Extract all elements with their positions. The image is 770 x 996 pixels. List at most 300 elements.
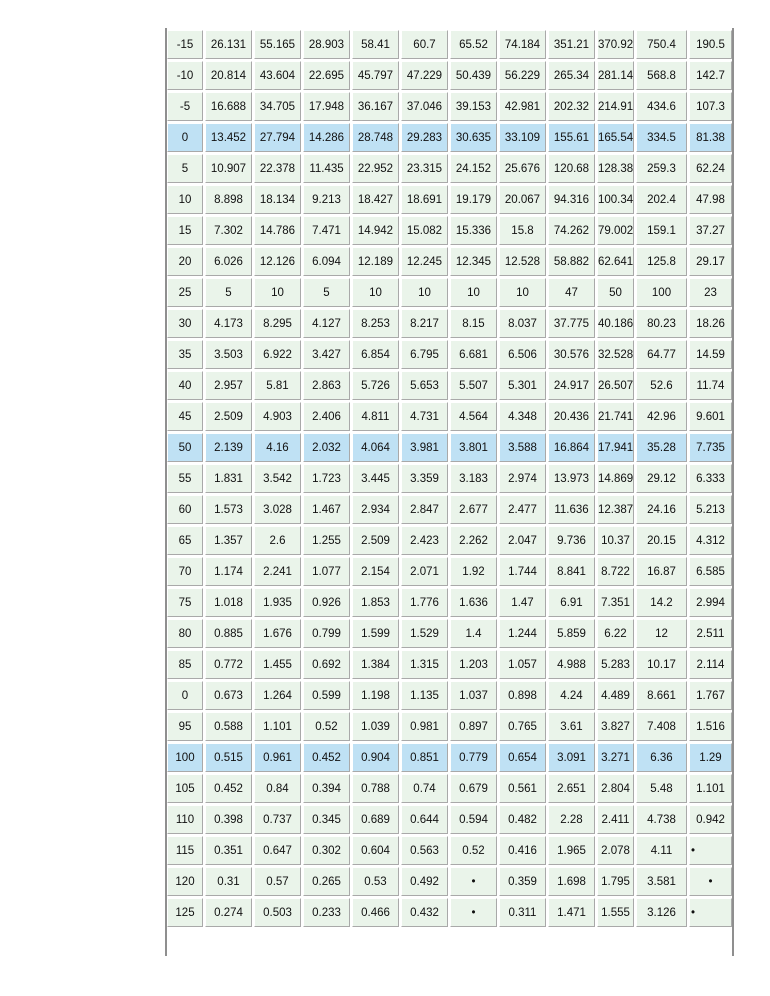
- temperature-cell: 50: [167, 433, 203, 462]
- temperature-cell: 10: [167, 185, 203, 214]
- value-cell: 1.471: [548, 898, 595, 927]
- value-cell: 0.52: [303, 712, 350, 741]
- value-cell: 568.8: [636, 61, 687, 90]
- table-row: [167, 278, 732, 307]
- value-cell: 22.952: [352, 154, 399, 183]
- value-cell: 56.229: [499, 61, 546, 90]
- value-cell: 39.153: [450, 92, 497, 121]
- value-cell: 0.503: [254, 898, 301, 927]
- table-row: [167, 774, 732, 803]
- value-cell: 1.767: [689, 681, 732, 710]
- value-cell: 1.29: [689, 743, 732, 772]
- value-cell: 55.165: [254, 30, 301, 59]
- value-cell: 2.847: [401, 495, 448, 524]
- temperature-cell: 105: [167, 774, 203, 803]
- value-cell: 0.233: [303, 898, 350, 927]
- value-cell: 1.018: [205, 588, 252, 617]
- value-cell: 50.439: [450, 61, 497, 90]
- value-cell: 1.037: [450, 681, 497, 710]
- value-cell: 5.859: [548, 619, 595, 648]
- value-cell: 6.585: [689, 557, 732, 586]
- value-cell: 22.378: [254, 154, 301, 183]
- value-cell: 4.173: [205, 309, 252, 338]
- value-cell: 434.6: [636, 92, 687, 121]
- temperature-cell: 70: [167, 557, 203, 586]
- value-cell: 0.851: [401, 743, 448, 772]
- value-cell: 0.345: [303, 805, 350, 834]
- value-cell: 0.563: [401, 836, 448, 865]
- temperature-cell: 80: [167, 619, 203, 648]
- value-cell: 0.351: [205, 836, 252, 865]
- value-cell: 2.677: [450, 495, 497, 524]
- value-cell: 29.12: [636, 464, 687, 493]
- value-cell: 12.345: [450, 247, 497, 276]
- value-cell: 9.736: [548, 526, 595, 555]
- value-cell: 3.588: [499, 433, 546, 462]
- value-cell: 0.981: [401, 712, 448, 741]
- value-cell: 26.507: [597, 371, 634, 400]
- value-cell: 16.87: [636, 557, 687, 586]
- value-cell: 58.882: [548, 247, 595, 276]
- value-cell: 42.96: [636, 402, 687, 431]
- value-cell: 3.359: [401, 464, 448, 493]
- value-cell: 27.794: [254, 123, 301, 152]
- value-cell: 12.189: [352, 247, 399, 276]
- value-cell: 0.452: [303, 743, 350, 772]
- value-cell: 20.067: [499, 185, 546, 214]
- value-cell: 35.28: [636, 433, 687, 462]
- table-row: [167, 495, 732, 524]
- value-cell: 190.5: [689, 30, 732, 59]
- value-cell: 1.384: [352, 650, 399, 679]
- value-cell: 1.599: [352, 619, 399, 648]
- value-cell: 4.738: [636, 805, 687, 834]
- value-cell: 18.691: [401, 185, 448, 214]
- value-cell: 370.92: [597, 30, 634, 59]
- value-cell: 3.827: [597, 712, 634, 741]
- value-cell: 1.516: [689, 712, 732, 741]
- value-cell: 4.731: [401, 402, 448, 431]
- value-cell: 12.126: [254, 247, 301, 276]
- value-cell: 8.295: [254, 309, 301, 338]
- value-cell: 0.799: [303, 619, 350, 648]
- value-cell: 2.957: [205, 371, 252, 400]
- value-cell: 1.455: [254, 650, 301, 679]
- temperature-cell: 85: [167, 650, 203, 679]
- value-cell: 2.411: [597, 805, 634, 834]
- value-cell: •: [450, 867, 497, 896]
- value-cell: 29.283: [401, 123, 448, 152]
- value-cell: 24.16: [636, 495, 687, 524]
- value-cell: 0.31: [205, 867, 252, 896]
- value-cell: 0.926: [303, 588, 350, 617]
- value-cell: 0.788: [352, 774, 399, 803]
- value-cell: 2.477: [499, 495, 546, 524]
- value-cell: 7.408: [636, 712, 687, 741]
- value-cell: 100.34: [597, 185, 634, 214]
- value-cell: 12: [636, 619, 687, 648]
- value-cell: 18.134: [254, 185, 301, 214]
- value-cell: 10.37: [597, 526, 634, 555]
- value-cell: 14.286: [303, 123, 350, 152]
- value-cell: 1.965: [548, 836, 595, 865]
- value-cell: 1.174: [205, 557, 252, 586]
- value-cell: 1.039: [352, 712, 399, 741]
- value-cell: 0.302: [303, 836, 350, 865]
- value-cell: 281.14: [597, 61, 634, 90]
- table-row: [167, 805, 732, 834]
- value-cell: 18.427: [352, 185, 399, 214]
- temperature-cell: 65: [167, 526, 203, 555]
- value-cell: 7.302: [205, 216, 252, 245]
- value-cell: 30.635: [450, 123, 497, 152]
- value-cell: 0.561: [499, 774, 546, 803]
- value-cell: 1.698: [548, 867, 595, 896]
- value-cell: 120.68: [548, 154, 595, 183]
- value-cell: 5.507: [450, 371, 497, 400]
- value-cell: 214.91: [597, 92, 634, 121]
- value-cell: 37.046: [401, 92, 448, 121]
- value-cell: 0.482: [499, 805, 546, 834]
- value-cell: 74.184: [499, 30, 546, 59]
- value-cell: 4.11: [636, 836, 687, 865]
- value-cell: 202.4: [636, 185, 687, 214]
- table-row: [167, 309, 732, 338]
- value-cell: 0.961: [254, 743, 301, 772]
- table-row: [167, 867, 732, 896]
- table-row: [167, 588, 732, 617]
- value-cell: 16.688: [205, 92, 252, 121]
- value-cell: 6.854: [352, 340, 399, 369]
- value-cell: 2.651: [548, 774, 595, 803]
- value-cell: 159.1: [636, 216, 687, 245]
- table-row: [167, 371, 732, 400]
- value-cell: 10: [352, 278, 399, 307]
- temperature-cell: 125: [167, 898, 203, 927]
- value-cell: 5.301: [499, 371, 546, 400]
- value-cell: 1.676: [254, 619, 301, 648]
- value-cell: 0.604: [352, 836, 399, 865]
- value-cell: 1.529: [401, 619, 448, 648]
- value-cell: 8.037: [499, 309, 546, 338]
- table-row: [167, 464, 732, 493]
- value-cell: 6.22: [597, 619, 634, 648]
- value-cell: 2.511: [689, 619, 732, 648]
- value-cell: 125.8: [636, 247, 687, 276]
- value-cell: 2.406: [303, 402, 350, 431]
- value-cell: 42.981: [499, 92, 546, 121]
- value-cell: 0.265: [303, 867, 350, 896]
- value-cell: 25.676: [499, 154, 546, 183]
- value-cell: 10.907: [205, 154, 252, 183]
- value-cell: 2.071: [401, 557, 448, 586]
- value-cell: 13.973: [548, 464, 595, 493]
- value-cell: 1.255: [303, 526, 350, 555]
- table-row: [167, 898, 732, 927]
- value-cell: 8.898: [205, 185, 252, 214]
- value-cell: 47: [548, 278, 595, 307]
- value-cell: 11.636: [548, 495, 595, 524]
- value-cell: 0.897: [450, 712, 497, 741]
- value-cell: 23.315: [401, 154, 448, 183]
- value-cell: 265.34: [548, 61, 595, 90]
- value-cell: 14.869: [597, 464, 634, 493]
- value-cell: 28.748: [352, 123, 399, 152]
- table-row: [167, 216, 732, 245]
- temperature-cell: 25: [167, 278, 203, 307]
- value-cell: 4.348: [499, 402, 546, 431]
- value-cell: 0.765: [499, 712, 546, 741]
- value-cell: 80.23: [636, 309, 687, 338]
- temperature-cell: 30: [167, 309, 203, 338]
- table-row: [167, 836, 732, 865]
- value-cell: 1.636: [450, 588, 497, 617]
- value-cell: 0.599: [303, 681, 350, 710]
- value-cell: 2.154: [352, 557, 399, 586]
- value-cell: 6.36: [636, 743, 687, 772]
- value-cell: 0.904: [352, 743, 399, 772]
- temperature-cell: 20: [167, 247, 203, 276]
- value-cell: 0.53: [352, 867, 399, 896]
- value-cell: 2.032: [303, 433, 350, 462]
- value-cell: 4.064: [352, 433, 399, 462]
- temperature-cell: 5: [167, 154, 203, 183]
- value-cell: 0.466: [352, 898, 399, 927]
- table-row: [167, 123, 732, 152]
- temperature-cell: 100: [167, 743, 203, 772]
- value-cell: 40.186: [597, 309, 634, 338]
- value-cell: 1.573: [205, 495, 252, 524]
- value-cell: 4.16: [254, 433, 301, 462]
- value-cell: 6.795: [401, 340, 448, 369]
- value-cell: 0.654: [499, 743, 546, 772]
- value-cell: 28.903: [303, 30, 350, 59]
- value-cell: 52.6: [636, 371, 687, 400]
- value-cell: 155.61: [548, 123, 595, 152]
- table-row: [167, 92, 732, 121]
- value-cell: 33.109: [499, 123, 546, 152]
- value-cell: 142.7: [689, 61, 732, 90]
- value-cell: 2.509: [205, 402, 252, 431]
- value-cell: 8.217: [401, 309, 448, 338]
- value-cell: 9.213: [303, 185, 350, 214]
- value-cell: 62.24: [689, 154, 732, 183]
- value-cell: 3.271: [597, 743, 634, 772]
- value-cell: 0.647: [254, 836, 301, 865]
- value-cell: 0.679: [450, 774, 497, 803]
- value-cell: 1.101: [689, 774, 732, 803]
- temperature-cell: 0: [167, 123, 203, 152]
- value-cell: 3.581: [636, 867, 687, 896]
- value-cell: 10.17: [636, 650, 687, 679]
- value-cell: 12.528: [499, 247, 546, 276]
- value-cell: 3.427: [303, 340, 350, 369]
- value-cell: 74.262: [548, 216, 595, 245]
- value-cell: 3.801: [450, 433, 497, 462]
- value-cell: 1.795: [597, 867, 634, 896]
- value-cell: 45.797: [352, 61, 399, 90]
- value-cell: 0.515: [205, 743, 252, 772]
- value-cell: 30.576: [548, 340, 595, 369]
- value-cell: 10: [450, 278, 497, 307]
- table-row: [167, 433, 732, 462]
- table-row: [167, 154, 732, 183]
- temperature-cell: 45: [167, 402, 203, 431]
- value-cell: 8.661: [636, 681, 687, 710]
- value-cell: 17.948: [303, 92, 350, 121]
- table-row: [167, 650, 732, 679]
- value-cell: 64.77: [636, 340, 687, 369]
- value-cell: 17.941: [597, 433, 634, 462]
- value-cell: 0.692: [303, 650, 350, 679]
- value-cell: 0.394: [303, 774, 350, 803]
- value-cell: 60.7: [401, 30, 448, 59]
- value-cell: 334.5: [636, 123, 687, 152]
- value-cell: 3.028: [254, 495, 301, 524]
- temperature-cell: 35: [167, 340, 203, 369]
- table-row: [167, 681, 732, 710]
- value-cell: 5: [205, 278, 252, 307]
- value-cell: 4.312: [689, 526, 732, 555]
- value-cell: 6.91: [548, 588, 595, 617]
- value-cell: 32.528: [597, 340, 634, 369]
- value-cell: 0.416: [499, 836, 546, 865]
- value-cell: 259.3: [636, 154, 687, 183]
- temperature-cell: 0: [167, 681, 203, 710]
- value-cell: 15.336: [450, 216, 497, 245]
- value-cell: 1.101: [254, 712, 301, 741]
- value-cell: 1.357: [205, 526, 252, 555]
- value-cell: 0.689: [352, 805, 399, 834]
- value-cell: 20.15: [636, 526, 687, 555]
- value-cell: 11.435: [303, 154, 350, 183]
- value-cell: 107.3: [689, 92, 732, 121]
- value-cell: 4.24: [548, 681, 595, 710]
- value-cell: 2.804: [597, 774, 634, 803]
- value-cell: 165.54: [597, 123, 634, 152]
- table-row: [167, 712, 732, 741]
- value-cell: 3.126: [636, 898, 687, 927]
- value-cell: 1.057: [499, 650, 546, 679]
- value-cell: 1.467: [303, 495, 350, 524]
- value-cell: 10: [254, 278, 301, 307]
- value-cell: 13.452: [205, 123, 252, 152]
- value-cell: 43.604: [254, 61, 301, 90]
- table-body: [167, 30, 732, 927]
- value-cell: 20.814: [205, 61, 252, 90]
- temperature-cell: 75: [167, 588, 203, 617]
- value-cell: 1.723: [303, 464, 350, 493]
- value-cell: 1.135: [401, 681, 448, 710]
- value-cell: 0.885: [205, 619, 252, 648]
- value-cell: 8.15: [450, 309, 497, 338]
- table-row: [167, 619, 732, 648]
- value-cell: 58.41: [352, 30, 399, 59]
- value-cell: 23: [689, 278, 732, 307]
- value-cell: 7.735: [689, 433, 732, 462]
- temperature-cell: 40: [167, 371, 203, 400]
- value-cell: 16.864: [548, 433, 595, 462]
- temperature-cell: 55: [167, 464, 203, 493]
- value-cell: 1.555: [597, 898, 634, 927]
- value-cell: •: [689, 898, 732, 927]
- value-cell: 0.52: [450, 836, 497, 865]
- value-cell: 0.274: [205, 898, 252, 927]
- value-cell: 18.26: [689, 309, 732, 338]
- value-cell: 1.744: [499, 557, 546, 586]
- table-row: [167, 30, 732, 59]
- value-cell: 37.775: [548, 309, 595, 338]
- temperature-cell: 95: [167, 712, 203, 741]
- value-cell: 2.262: [450, 526, 497, 555]
- temperature-cell: 15: [167, 216, 203, 245]
- table-row: [167, 526, 732, 555]
- value-cell: 1.776: [401, 588, 448, 617]
- value-cell: 0.644: [401, 805, 448, 834]
- value-cell: 2.974: [499, 464, 546, 493]
- value-cell: 12.387: [597, 495, 634, 524]
- value-cell: 8.722: [597, 557, 634, 586]
- value-cell: 5.81: [254, 371, 301, 400]
- value-cell: 15.082: [401, 216, 448, 245]
- value-cell: 14.786: [254, 216, 301, 245]
- value-cell: 81.38: [689, 123, 732, 152]
- value-cell: 2.139: [205, 433, 252, 462]
- value-cell: 11.74: [689, 371, 732, 400]
- value-cell: 3.183: [450, 464, 497, 493]
- value-cell: 2.047: [499, 526, 546, 555]
- value-cell: 5.726: [352, 371, 399, 400]
- value-cell: 128.38: [597, 154, 634, 183]
- value-cell: 20.436: [548, 402, 595, 431]
- value-cell: 1.853: [352, 588, 399, 617]
- value-cell: 202.32: [548, 92, 595, 121]
- value-cell: 2.241: [254, 557, 301, 586]
- value-cell: 37.27: [689, 216, 732, 245]
- value-cell: 0.898: [499, 681, 546, 710]
- value-cell: 2.114: [689, 650, 732, 679]
- value-cell: 0.492: [401, 867, 448, 896]
- value-cell: 1.315: [401, 650, 448, 679]
- value-cell: 5.283: [597, 650, 634, 679]
- value-cell: 6.094: [303, 247, 350, 276]
- table-row: [167, 247, 732, 276]
- value-cell: 4.564: [450, 402, 497, 431]
- value-cell: 0.673: [205, 681, 252, 710]
- value-cell: 2.6: [254, 526, 301, 555]
- value-cell: 4.489: [597, 681, 634, 710]
- value-cell: 0.772: [205, 650, 252, 679]
- value-cell: 0.398: [205, 805, 252, 834]
- value-cell: 2.994: [689, 588, 732, 617]
- value-cell: 4.988: [548, 650, 595, 679]
- value-cell: 22.695: [303, 61, 350, 90]
- value-cell: 3.542: [254, 464, 301, 493]
- value-cell: 10: [499, 278, 546, 307]
- value-cell: 5: [303, 278, 350, 307]
- value-cell: 3.503: [205, 340, 252, 369]
- value-cell: 4.903: [254, 402, 301, 431]
- value-cell: 10: [401, 278, 448, 307]
- value-cell: 24.917: [548, 371, 595, 400]
- value-cell: 0.779: [450, 743, 497, 772]
- value-cell: 2.28: [548, 805, 595, 834]
- value-cell: 750.4: [636, 30, 687, 59]
- table-row: [167, 402, 732, 431]
- value-cell: 0.942: [689, 805, 732, 834]
- value-cell: 6.922: [254, 340, 301, 369]
- value-cell: 8.253: [352, 309, 399, 338]
